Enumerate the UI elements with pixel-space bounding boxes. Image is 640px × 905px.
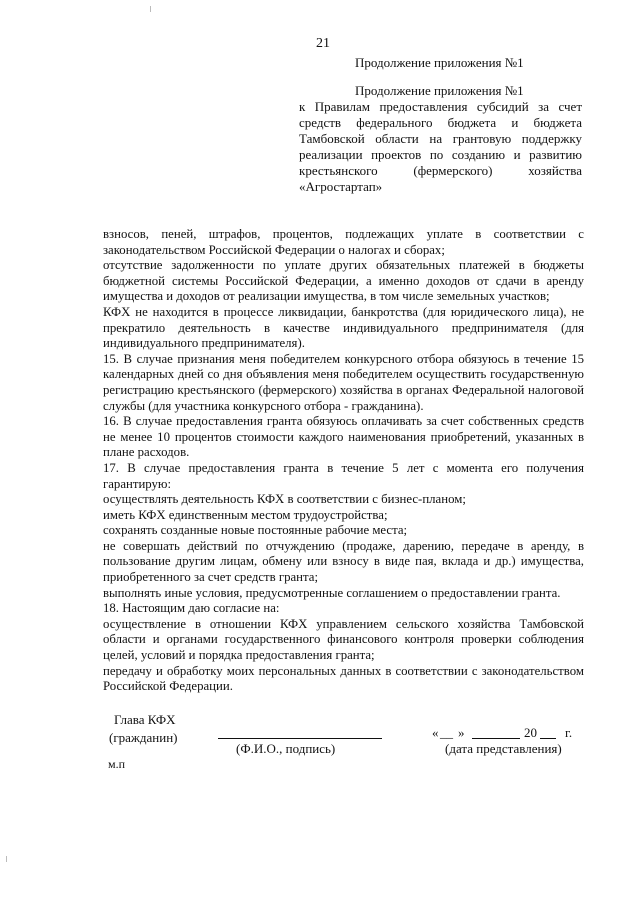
date-day-blank: __ (440, 725, 453, 740)
date-open-quote: « (432, 725, 439, 740)
paragraph: осуществлять деятельность КФХ в соответствии с бизнес-планом; (103, 492, 466, 507)
date-caption: (дата представления) (445, 741, 562, 756)
name-signature-caption: (Ф.И.О., подпись) (236, 741, 336, 756)
page-number: 21 (316, 36, 330, 51)
appendix-block (299, 83, 582, 195)
paragraph: иметь КФХ единственным местом трудоустройства; (103, 507, 388, 522)
date-year-line (540, 738, 556, 739)
paragraph: не совершать действий по отчуждению (продаже, дарению, передаче в аренду, в пользование другим лицам, обмену или взносу в виде пая, вклада и др.) имущества, приобретенного за счет средств гранта; (103, 538, 584, 585)
name-signature-line (218, 738, 382, 739)
appendix-reference: к Правилам предоставления субсидий за счет средств федерального бюджета и бюджета Тамбовской области на грантовую поддержку реализации проектов по созданию и развитию крестьянского (фермерского) хозяйства «Агростартап» (299, 99, 582, 194)
paragraph: КФХ не находится в процессе ликвидации, банкротства (для юридического лица), не прекратило деятельность в качестве индивидуального предпринимателя (для индивидуального предпринимателя). (103, 304, 584, 351)
stamp-place: м.п (108, 757, 126, 771)
appendix-title: Продолжение приложения №1 (355, 83, 524, 98)
paragraph-17: 17. В случае предоставления гранта в течение 5 лет с момента его получения гарантирую: (103, 460, 584, 491)
date-year-prefix: 20 (524, 725, 537, 740)
paragraph: взносов, пеней, штрафов, процентов, подлежащих уплате в соответствии с законодательством Российской Федерации о налогах и сборах; (103, 227, 584, 257)
paragraph: осуществление в отношении КФХ управлением сельского хозяйства Тамбовской области и органами государственного финансового контроля проверки соблюдения целей, условий и порядка предоставления гранта; (103, 616, 584, 663)
paragraph: выполнять иные условия, предусмотренные соглашением о предоставлении гранта. (103, 585, 561, 600)
head-subtitle: (гражданин) (109, 730, 178, 745)
date-month-line (472, 738, 520, 739)
paragraph-18: 18. Настоящим даю согласие на: (103, 601, 280, 616)
continuation-header: Продолжение приложения №1 (355, 55, 524, 70)
document-body (103, 227, 584, 695)
paragraph: сохранять созданные новые постоянные рабочие места; (103, 523, 408, 538)
date-close-quote: » (458, 725, 465, 740)
head-title: Глава КФХ (114, 712, 176, 727)
paragraph-16: 16. В случае предоставления гранта обязуюсь оплачивать за счет собственных средств не менее 10 процентов стоимости каждого наименования приобретений, указанных в плане расходов. (103, 414, 584, 460)
scan-mark-top (150, 6, 151, 12)
paragraph: отсутствие задолженности по уплате других обязательных платежей в бюджеты бюджетной системы Российской Федерации, а именно доходов от сдачи в аренду имущества и доходов от реализации имущества, в том числе земельных участков; (103, 258, 584, 304)
paragraph-15: 15. В случае признания меня победителем конкурсного отбора обязуюсь в течение 15 календарных дней со дня объявления меня победителем осуществить государственную регистрацию крестьянского (фермерского) хозяйства в органах Федеральной налоговой службы (для участника конкурсного отбора - гражданина). (103, 351, 584, 413)
date-year-suffix: г. (565, 725, 573, 740)
scan-mark-bottom (6, 856, 7, 862)
paragraph: передачу и обработку моих персональных данных в соответствии с законодательством Российской Федерации. (103, 663, 584, 694)
